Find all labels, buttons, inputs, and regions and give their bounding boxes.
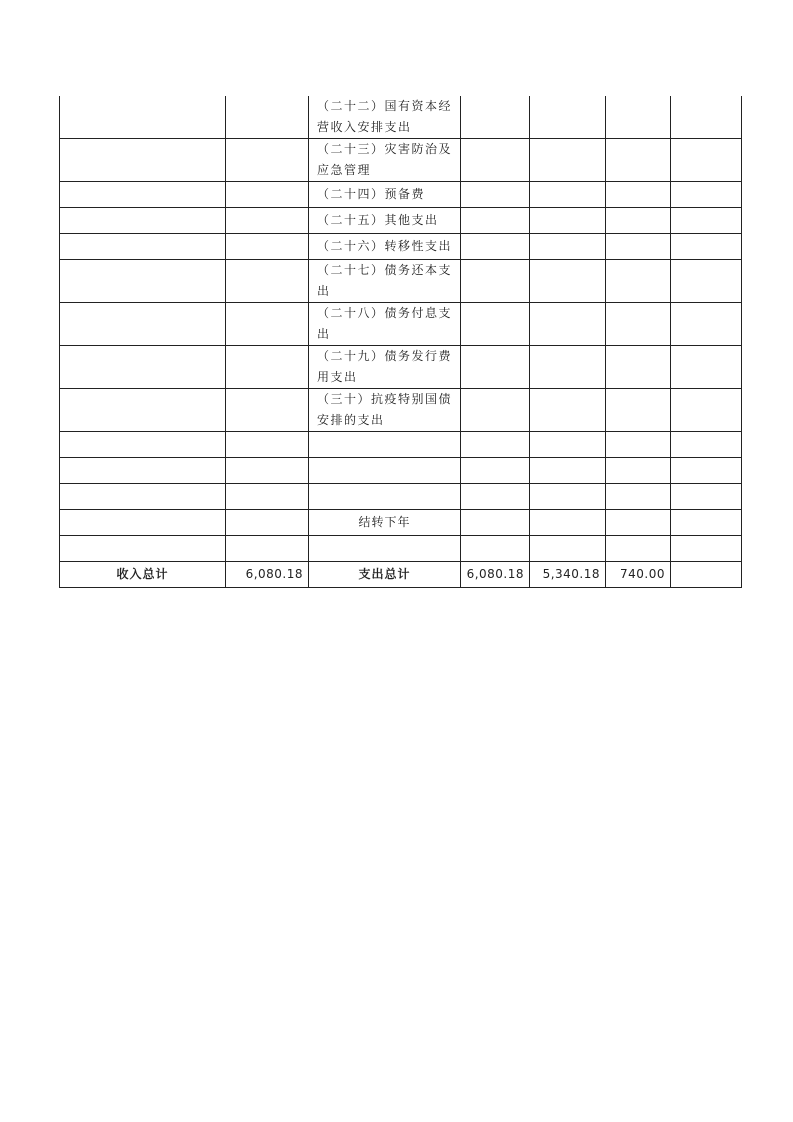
expense-item-cell: [309, 536, 461, 562]
expense-col2-cell: [530, 182, 606, 208]
expense-col2-cell: [530, 389, 606, 432]
table-row: [60, 432, 742, 458]
income-amount-cell: [226, 536, 309, 562]
expense-col2-cell: [530, 346, 606, 389]
table-row: [60, 510, 742, 536]
expense-col2-cell: [530, 208, 606, 234]
income-item-cell: [60, 260, 226, 303]
income-item-cell: [60, 182, 226, 208]
income-amount-cell: [226, 260, 309, 303]
expense-col4-cell: [671, 346, 742, 389]
table-row: [60, 346, 742, 389]
expense-col3-cell: [606, 458, 671, 484]
income-amount-cell: [226, 139, 309, 182]
expense-col3-cell: [606, 303, 671, 346]
table-row: [60, 389, 742, 432]
expense-total-cell: [461, 458, 530, 484]
table-row: [60, 208, 742, 234]
expense-total-cell: [461, 536, 530, 562]
expense-total-cell: [461, 208, 530, 234]
expense-col2-value: 5,340.18: [530, 562, 606, 588]
table-row: [60, 536, 742, 562]
income-item-cell: [60, 484, 226, 510]
income-amount-cell: [226, 303, 309, 346]
income-amount-cell: [226, 346, 309, 389]
expense-col4-cell: [671, 432, 742, 458]
expense-col3-cell: [606, 346, 671, 389]
expense-col3-cell: [606, 96, 671, 139]
income-amount-cell: [226, 234, 309, 260]
expense-total-value: 6,080.18: [461, 562, 530, 588]
income-item-cell: [60, 389, 226, 432]
expense-col2-cell: [530, 536, 606, 562]
expense-item-cell: （二十二）国有资本经营收入安排支出: [309, 96, 461, 139]
expense-item-cell: [309, 458, 461, 484]
income-amount-cell: [226, 510, 309, 536]
expense-col4-cell: [671, 484, 742, 510]
income-item-cell: [60, 458, 226, 484]
expense-col3-cell: [606, 389, 671, 432]
expense-col3-cell: [606, 260, 671, 303]
expense-col2-cell: [530, 139, 606, 182]
expense-col3-cell: [606, 182, 671, 208]
expense-total-cell: [461, 139, 530, 182]
expense-col3-cell: [606, 484, 671, 510]
expense-item-cell: （二十七）债务还本支出: [309, 260, 461, 303]
budget-table: [59, 96, 742, 588]
table-row: [60, 303, 742, 346]
expense-item-cell: （三十）抗疫特别国债安排的支出: [309, 389, 461, 432]
table-row: [60, 234, 742, 260]
income-amount-cell: [226, 458, 309, 484]
table-row: [60, 484, 742, 510]
expense-col4-cell: [671, 208, 742, 234]
expense-col4-cell: [671, 234, 742, 260]
expense-col4-cell: [671, 182, 742, 208]
expense-col2-cell: [530, 484, 606, 510]
expense-total-cell: [461, 260, 530, 303]
expense-total-cell: [461, 234, 530, 260]
table-row: [60, 139, 742, 182]
expense-col2-cell: [530, 96, 606, 139]
income-amount-cell: [226, 208, 309, 234]
income-amount-cell: [226, 432, 309, 458]
income-item-cell: [60, 536, 226, 562]
expense-col3-cell: [606, 208, 671, 234]
expense-item-cell: （二十八）债务付息支出: [309, 303, 461, 346]
income-amount-cell: [226, 389, 309, 432]
expense-col4-cell: [671, 536, 742, 562]
income-item-cell: [60, 208, 226, 234]
expense-item-cell: （二十六）转移性支出: [309, 234, 461, 260]
expense-total-cell: [461, 96, 530, 139]
expense-col3-value: 740.00: [606, 562, 671, 588]
expense-col2-cell: [530, 260, 606, 303]
table-row: [60, 458, 742, 484]
income-total-value: 6,080.18: [226, 562, 309, 588]
expense-total-cell: [461, 346, 530, 389]
expense-col3-cell: [606, 510, 671, 536]
expense-item-cell: [309, 432, 461, 458]
income-total-label: 收入总计: [60, 562, 226, 588]
table-row: [60, 96, 742, 139]
expense-total-cell: [461, 510, 530, 536]
expense-item-cell: （二十四）预备费: [309, 182, 461, 208]
expense-item-cell: （二十九）债务发行费用支出: [309, 346, 461, 389]
expense-total-cell: [461, 484, 530, 510]
expense-col4-cell: [671, 96, 742, 139]
expense-col4-cell: [671, 389, 742, 432]
expense-col2-cell: [530, 234, 606, 260]
expense-col3-cell: [606, 139, 671, 182]
income-amount-cell: [226, 484, 309, 510]
income-amount-cell: [226, 182, 309, 208]
expense-item-cell: （二十五）其他支出: [309, 208, 461, 234]
income-item-cell: [60, 96, 226, 139]
expense-col3-cell: [606, 432, 671, 458]
income-amount-cell: [226, 96, 309, 139]
expense-col4-value: [671, 562, 742, 588]
income-item-cell: [60, 303, 226, 346]
expense-col2-cell: [530, 432, 606, 458]
expense-col4-cell: [671, 260, 742, 303]
income-item-cell: [60, 510, 226, 536]
table-row: [60, 260, 742, 303]
expense-col4-cell: [671, 458, 742, 484]
expense-col4-cell: [671, 139, 742, 182]
expense-total-cell: [461, 432, 530, 458]
expense-total-cell: [461, 182, 530, 208]
income-item-cell: [60, 139, 226, 182]
expense-item-cell: [309, 484, 461, 510]
expense-col4-cell: [671, 303, 742, 346]
expense-col3-cell: [606, 536, 671, 562]
expense-total-label: 支出总计: [309, 562, 461, 588]
table-row: [60, 182, 742, 208]
budget-table-wrapper: [59, 96, 742, 588]
expense-item-cell: （二十三）灾害防治及应急管理: [309, 139, 461, 182]
carryover-label-cell: 结转下年: [309, 510, 461, 536]
expense-total-cell: [461, 303, 530, 346]
expense-col4-cell: [671, 510, 742, 536]
expense-col2-cell: [530, 303, 606, 346]
expense-total-cell: [461, 389, 530, 432]
expense-col2-cell: [530, 510, 606, 536]
income-item-cell: [60, 346, 226, 389]
expense-col3-cell: [606, 234, 671, 260]
expense-col2-cell: [530, 458, 606, 484]
totals-row: [60, 562, 742, 588]
income-item-cell: [60, 432, 226, 458]
income-item-cell: [60, 234, 226, 260]
